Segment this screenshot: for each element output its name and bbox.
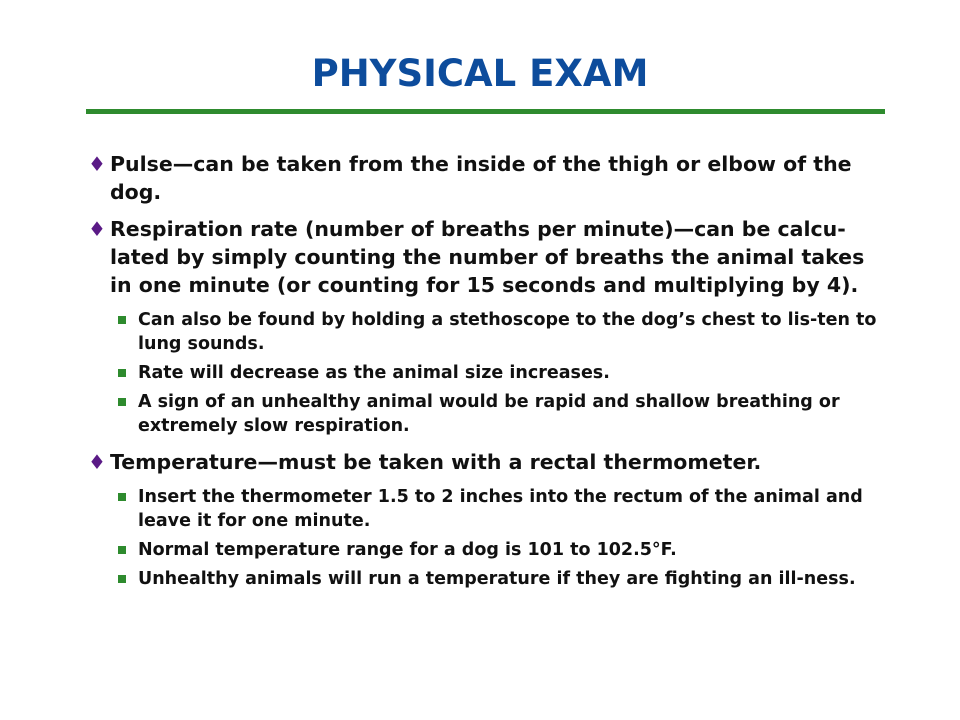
square-bullet-icon	[118, 575, 126, 583]
sub-bullet-text: Rate will decrease as the animal size increases.	[138, 363, 610, 383]
sub-bullet-text: Normal temperature range for a dog is 101 to 102.5°F.	[138, 540, 677, 560]
diamond-bullet-icon: ♦	[88, 217, 106, 241]
bullet-text: Temperature—must be taken with a rectal thermometer.	[110, 450, 762, 474]
bullet-text: Pulse—can be taken from the inside of the thigh or elbow of the dog.	[110, 152, 852, 204]
title-divider	[86, 109, 885, 114]
bullet-list	[86, 150, 886, 601]
square-bullet-icon	[118, 546, 126, 554]
sub-bullet-text: A sign of an unhealthy animal would be rapid and shallow breathing or extremely slow respiration.	[138, 392, 840, 436]
square-bullet-icon	[118, 369, 126, 377]
slide-title: PHYSICAL EXAM	[311, 52, 649, 95]
bullet-respiration	[86, 215, 886, 299]
sub-bullet	[86, 538, 886, 562]
bullet-temperature	[86, 448, 886, 476]
sub-bullet	[86, 485, 886, 533]
bullet-pulse	[86, 150, 886, 206]
diamond-bullet-icon: ♦	[88, 450, 106, 474]
temperature-sub-list	[86, 485, 886, 591]
sub-bullet	[86, 308, 886, 356]
sub-bullet	[86, 390, 886, 438]
sub-bullet	[86, 567, 886, 591]
sub-bullet-text: Insert the thermometer 1.5 to 2 inches into the rectum of the animal and leave it for one minute.	[138, 487, 863, 531]
sub-bullet	[86, 361, 886, 385]
sub-bullet-text: Unhealthy animals will run a temperature if they are fighting an ill-ness.	[138, 569, 856, 589]
respiration-sub-list	[86, 308, 886, 438]
square-bullet-icon	[118, 316, 126, 324]
square-bullet-icon	[118, 398, 126, 406]
sub-bullet-text: Can also be found by holding a stethoscope to the dog’s chest to lis-ten to lung sounds.	[138, 310, 877, 354]
diamond-bullet-icon: ♦	[88, 152, 106, 176]
bullet-text: Respiration rate (number of breaths per minute)—can be calcu-lated by simply counting the number of breaths the animal takes in one minute (or counting for 15 seconds and multiplying by 4).	[110, 217, 865, 297]
square-bullet-icon	[118, 493, 126, 501]
